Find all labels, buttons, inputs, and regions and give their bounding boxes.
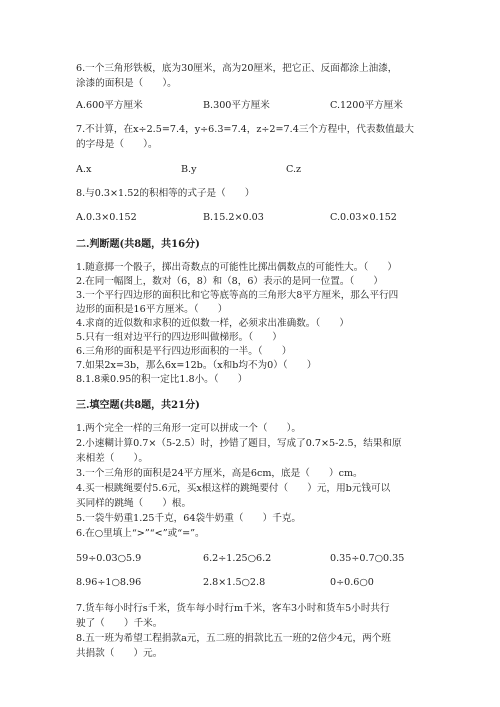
judge-line: 5.只有一组对边平行的四边形叫做梯形。（ ）: [76, 332, 282, 343]
choice-q7-option-a: A.x: [76, 164, 92, 175]
fill-line: 6.在○里填上“>”“<”或“=”。: [76, 528, 205, 539]
fill-line: 来相差（ ）。: [76, 453, 148, 464]
choice-q7-option-c: C.z: [286, 164, 302, 175]
fill-line: 4.买一根跳绳要付5.6元，买x根这样的跳绳要付（ ）元，用b元钱可以: [76, 483, 391, 494]
compare-item: 2.8×1.5○2.8: [203, 577, 266, 588]
choice-q8-option-a: A.0.3×0.152: [76, 212, 137, 223]
choice-q8-option-b: B.15.2×0.03: [203, 212, 264, 223]
judge-line: 3.一个平行四边形的面积比和它等底等高的三角形大8平方厘米，那么平行四: [76, 290, 399, 301]
judge-heading: 二.判断题(共8题，共16分): [76, 239, 200, 250]
compare-item: 0÷0.6○0: [330, 577, 374, 588]
compare-item: 6.2÷1.25○6.2: [203, 553, 272, 564]
fill-line: 驶了（ ）千米。: [76, 618, 163, 629]
choice-q6-option-a: A.600平方厘米: [76, 100, 143, 111]
choice-q6-line1: 6.一个三角形铁板，底为30厘米，高为20厘米，把它正、反面都涂上油漆，: [76, 63, 398, 74]
choice-q8-line1: 8.与0.3×1.52的积相等的式子是（ ）: [76, 188, 255, 199]
judge-line: 8.1.8乘0.95的积一定比1.8小。（ ）: [76, 374, 248, 385]
judge-line: 7.如果2x=3b，那么6x=12b。（x和b均不为0）（ ）: [76, 360, 317, 371]
judge-line: 6.三角形的面积是平行四边形面积的一半。（ ）: [76, 346, 292, 357]
fill-heading: 三.填空题(共8题，共21分): [76, 400, 200, 411]
compare-item: 0.35÷0.7○0.35: [330, 553, 405, 564]
choice-q6-option-c: C.1200平方厘米: [330, 100, 403, 111]
choice-q7-option-b: B.y: [181, 164, 197, 175]
fill-line: 共捐款（ ）元。: [76, 648, 163, 659]
judge-line: 1.随意掷一个骰子，掷出奇数点的可能性比掷出偶数点的可能性大。（ ）: [76, 262, 397, 273]
choice-q7-line1: 7.不计算，在x÷2.5=7.4，y÷6.3=7.4，z÷2=7.4三个方程中，代表数值最大: [76, 124, 414, 135]
fill-line: 买同样的跳绳（ ）根。: [76, 498, 192, 509]
choice-q6-line2: 涂漆的面积是（ ）。: [76, 78, 177, 89]
judge-line: 2.在同一幅图上，数对（6，8）和（8，6）表示的是同一位置。（ ）: [76, 276, 383, 287]
compare-item: 59÷0.03○5.9: [76, 553, 142, 564]
fill-line: 1.两个完全一样的三角形一定可以拼成一个（ ）。: [76, 423, 302, 434]
judge-line: 4.求商的近似数和求积的近似数一样，必须求出准确数。（ ）: [76, 318, 349, 329]
fill-line: 3.一个三角形的面积是24平方厘米，高是6cm，底是（ ）cm。: [76, 468, 363, 479]
fill-line: 2.小速糊计算0.7×（5-2.5）时，抄错了题目，写成了0.7×5-2.5，结果和原: [76, 438, 402, 449]
choice-q8-option-c: C.0.03×0.152: [330, 212, 397, 223]
fill-line: 8.五一班为希望工程捐款a元，五二班的捐款比五一班的2倍少4元，两个班: [76, 633, 391, 644]
choice-q6-option-b: B.300平方厘米: [203, 100, 270, 111]
fill-line: 5.一袋牛奶重1.25千克，64袋牛奶重（ ）千克。: [76, 513, 302, 524]
choice-q7-line2: 的字母是（ ）。: [76, 139, 158, 150]
compare-item: 8.96÷1○8.96: [76, 577, 142, 588]
fill-line: 7.货车每小时行s千米，货车每小时行m千米，客车3小时和货车5小时共行: [76, 603, 390, 614]
judge-line: 边形的面积是16平方厘米。（ ）: [76, 304, 228, 315]
